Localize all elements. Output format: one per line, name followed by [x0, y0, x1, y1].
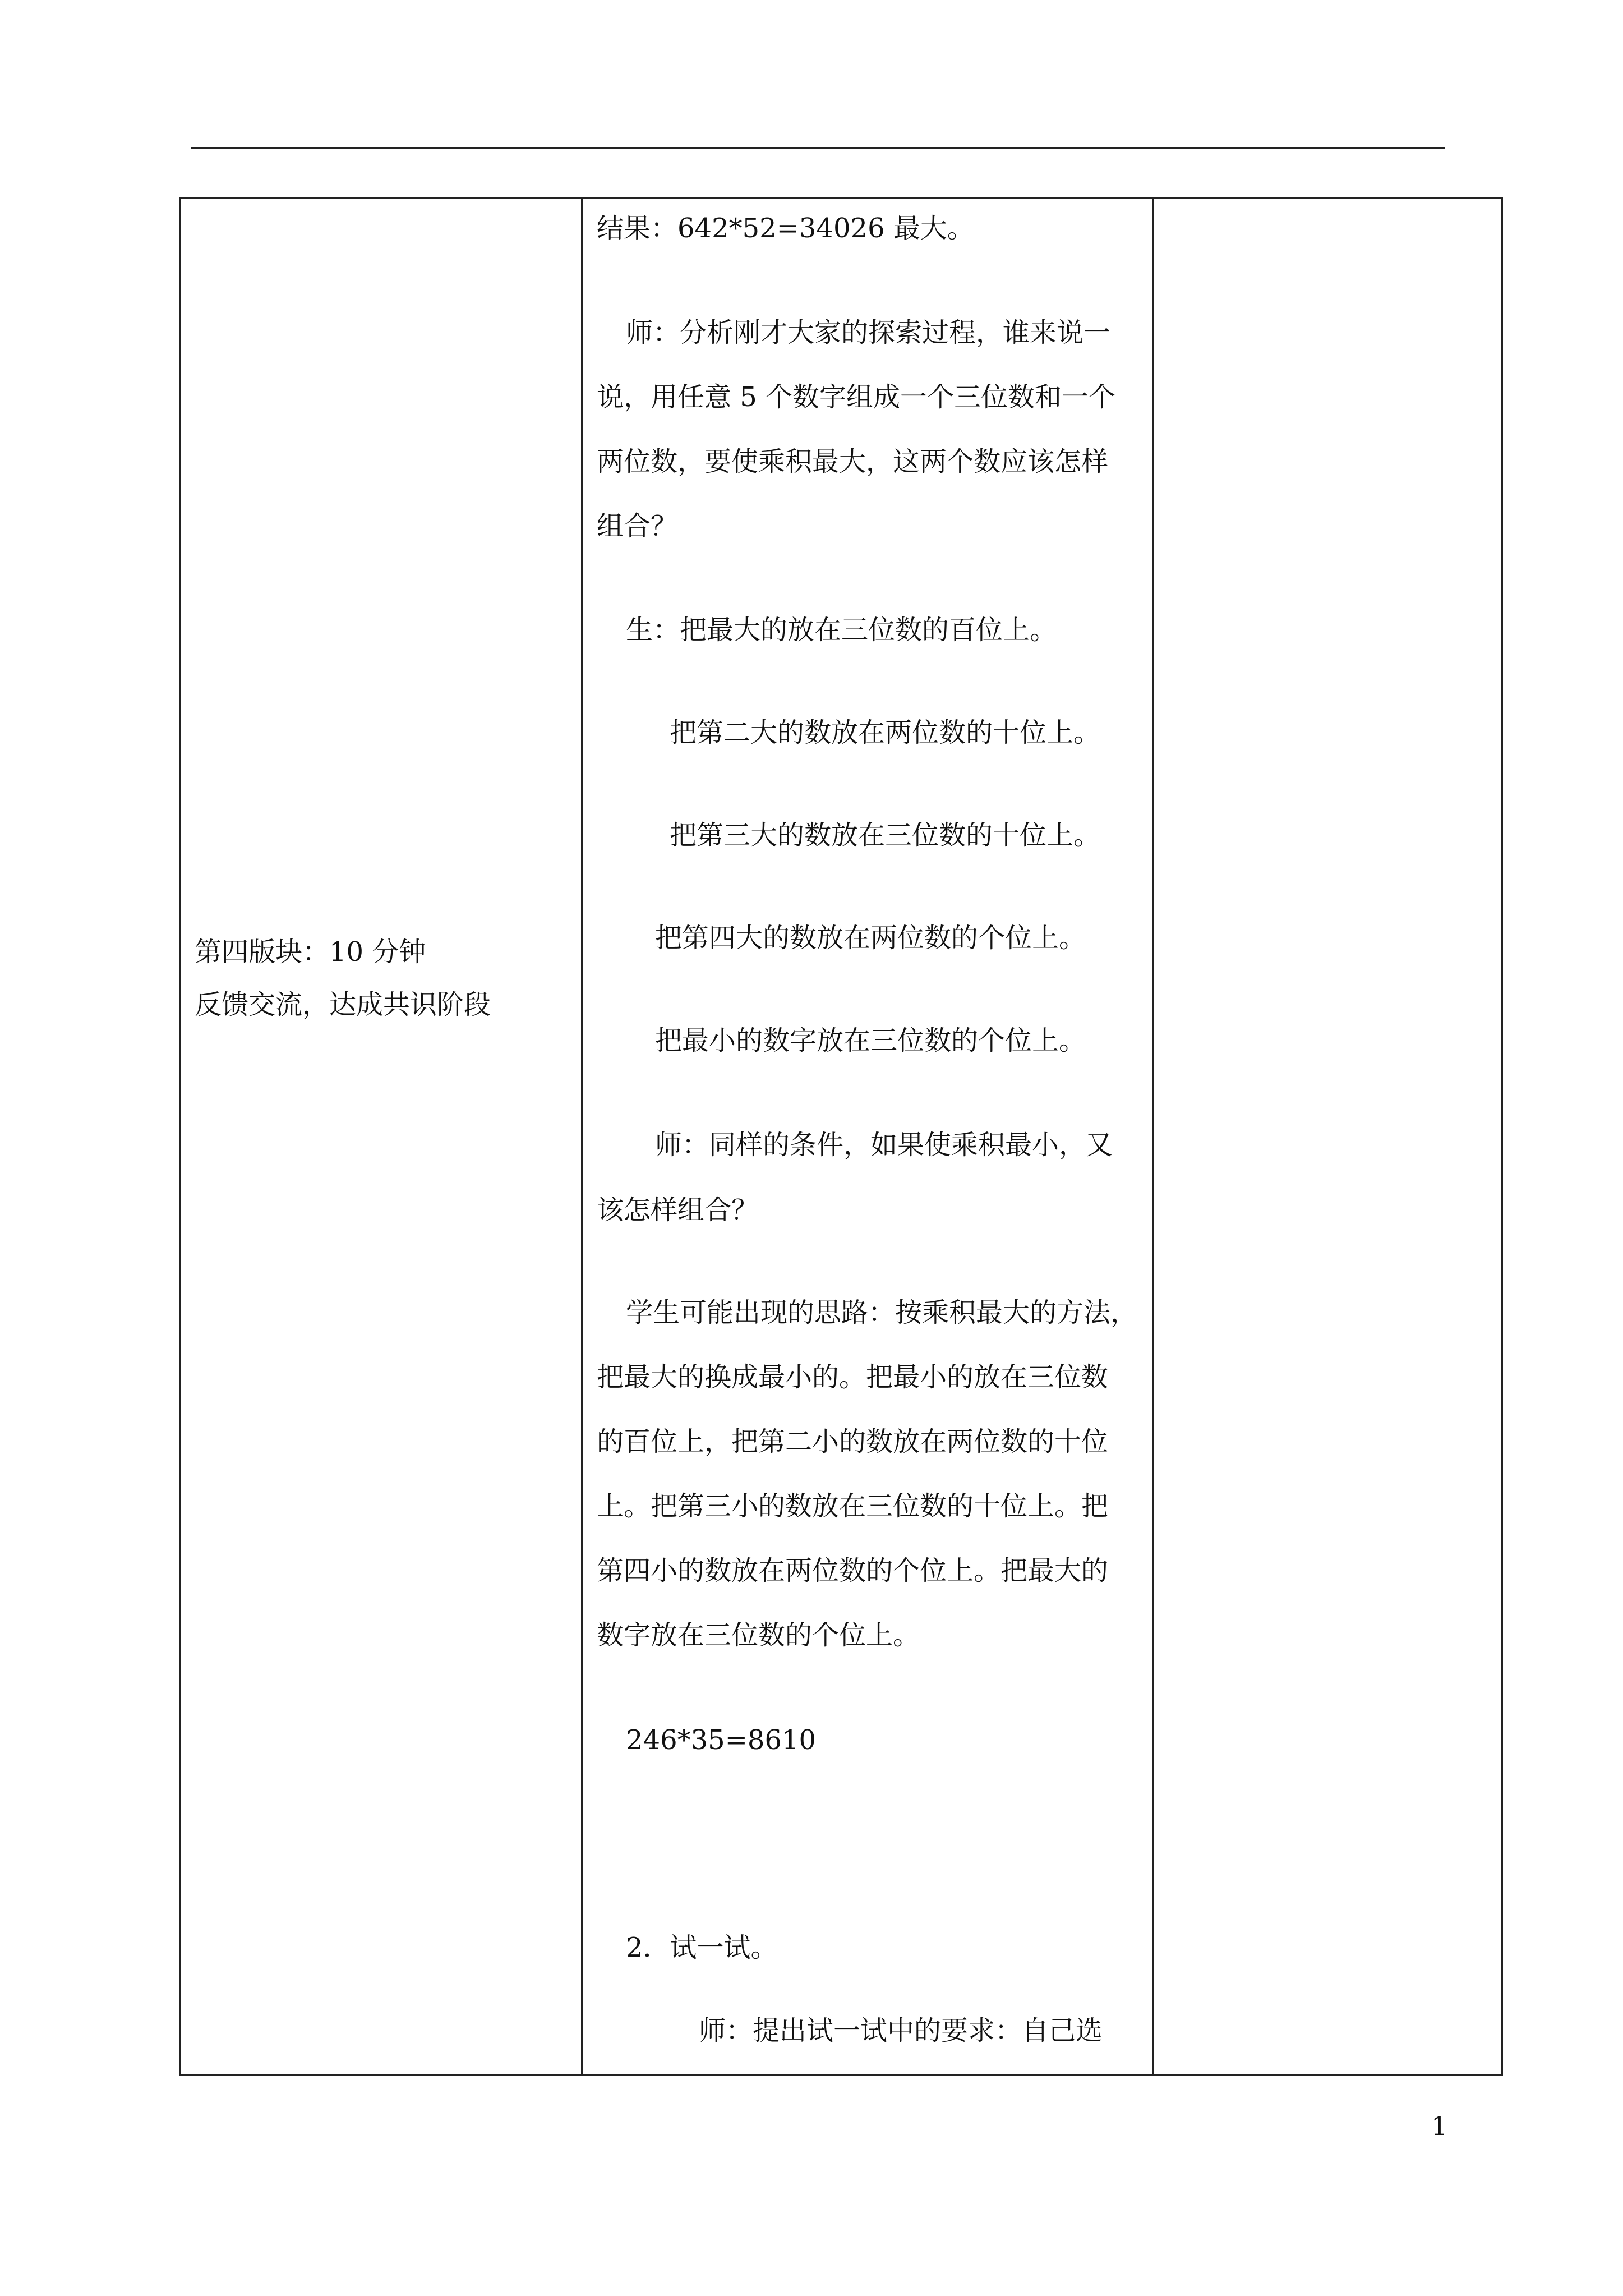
teacher-question-1: 师：分析刚才大家的探索过程，谁来说一 [626, 317, 1111, 348]
student-idea-3: 的百位上，把第二小的数放在两位数的十位 [597, 1426, 1109, 1457]
student-answer-4: 把第四大的数放在两位数的个位上。 [655, 922, 1086, 954]
try-it-instruction: 师：提出试一试中的要求：自己选 [699, 2015, 1103, 2046]
student-idea-4: 上。把第三小的数放在三位数的十位上。把 [597, 1490, 1109, 1522]
column-divider-left [581, 199, 583, 2074]
student-idea-2: 把最大的换成最小的。把最小的放在三位数 [597, 1361, 1109, 1393]
student-answer-5: 把最小的数字放在三位数的个位上。 [655, 1025, 1086, 1056]
teacher-question-2: 说，用任意 5 个数字组成一个三位数和一个 [597, 381, 1116, 413]
student-answer-1: 生：把最大的放在三位数的百位上。 [626, 614, 1057, 646]
result-line: 结果：642*52=34026 最大。 [597, 213, 974, 244]
left-cell [195, 926, 565, 1031]
try-it-heading: 2．试一试。 [626, 1932, 778, 1963]
teacher-question-4: 组合？ [597, 510, 678, 542]
student-answer-2: 把第二大的数放在两位数的十位上。 [670, 717, 1101, 748]
teacher-question-6: 该怎样组合？ [597, 1194, 759, 1226]
student-idea-5: 第四小的数放在两位数的个位上。把最大的 [597, 1555, 1109, 1586]
student-idea-6: 数字放在三位数的个位上。 [597, 1619, 920, 1651]
lesson-plan-table [179, 197, 1503, 2076]
min-product-result: 246*35=8610 [626, 1724, 817, 1756]
header-rule [191, 147, 1445, 149]
section-label: 第四版块：10 分钟 [195, 936, 426, 968]
teacher-question-3: 两位数，要使乘积最大，这两个数应该怎样 [597, 446, 1109, 477]
column-divider-right [1152, 199, 1154, 2074]
student-answer-3: 把第三大的数放在三位数的十位上。 [670, 820, 1101, 851]
section-stage: 反馈交流，达成共识阶段 [195, 989, 491, 1020]
student-idea-1: 学生可能出现的思路：按乘积最大的方法， [626, 1297, 1138, 1328]
teacher-question-5: 师：同样的条件，如果使乘积最小，又 [655, 1129, 1113, 1161]
middle-cell [597, 199, 1141, 2074]
page-number: 1 [1431, 2111, 1448, 2141]
